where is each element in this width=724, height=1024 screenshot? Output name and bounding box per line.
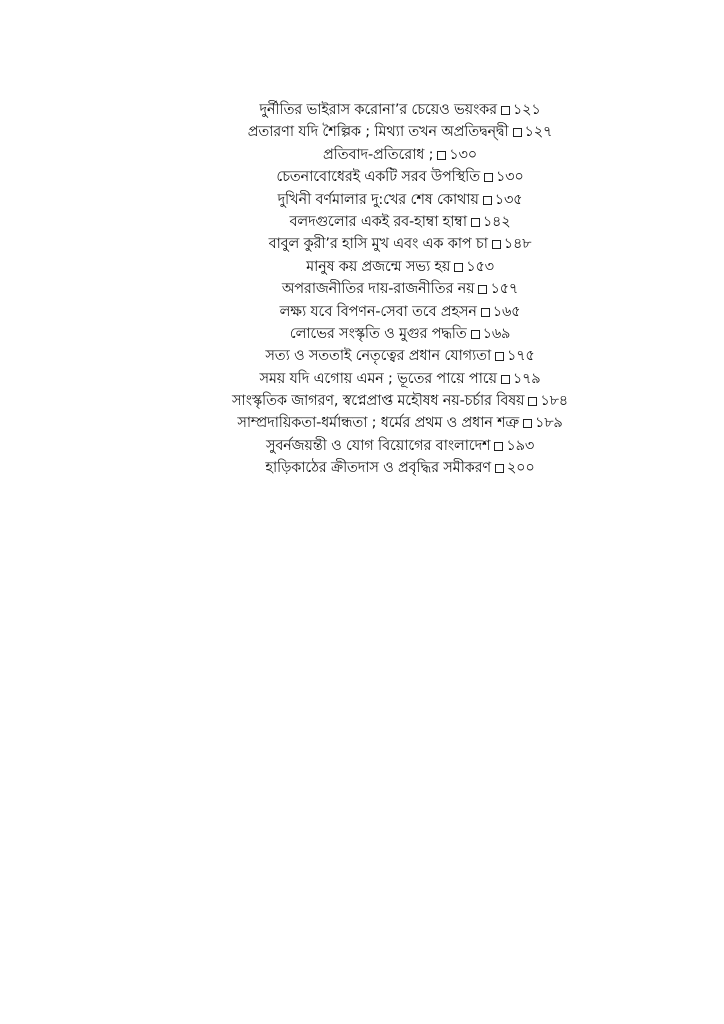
- toc-entry-page: ১২১: [512, 102, 541, 118]
- toc-entry-page: ১৮৯: [535, 415, 563, 432]
- toc-entry: [150, 166, 650, 188]
- toc-entry-title: হাড়িকাঠের ক্রীতদাস ও প্রবৃদ্ধির সমীকরণ: [265, 460, 491, 477]
- square-bullet-icon: [523, 419, 532, 428]
- toc-entry: [150, 233, 650, 255]
- toc-entry-title: সুবর্নজয়ন্তী ও যোগ বিয়োগের বাংলাদেশ: [265, 437, 491, 454]
- toc-entry-page: ১৮৪: [540, 393, 569, 410]
- toc-entry-title: সময় যদি এগোয় এমন ; ভূতের পায়ে পায়ে: [259, 370, 497, 387]
- toc-entry-title: সাম্প্রদায়িকতা-ধর্মান্ধতা ; ধর্মের প্রথম ও প্রধান শত্রু: [237, 415, 520, 432]
- toc-entry-page: ১৯৩: [506, 437, 535, 454]
- toc-entry-page: ১৩০: [495, 169, 524, 186]
- toc-entry-page: ১৪৮: [503, 236, 532, 253]
- square-bullet-icon: [471, 330, 480, 339]
- toc-entry-title: বলদগুলোর একই রব-হাম্বা হাম্বা: [289, 213, 467, 230]
- square-bullet-icon: [495, 352, 504, 361]
- square-bullet-icon: [481, 308, 490, 317]
- toc-entry: [150, 99, 650, 121]
- square-bullet-icon: [528, 397, 537, 406]
- toc-entry-page: ১২৭: [524, 124, 553, 141]
- toc-entry: [150, 457, 650, 479]
- toc-entry-title: বাবুল কুরী’র হাসি মুখ এবং এক কাপ চা: [268, 236, 488, 253]
- toc-entry: [150, 368, 650, 390]
- toc-entry: [150, 435, 650, 457]
- square-bullet-icon: [478, 285, 487, 294]
- square-bullet-icon: [483, 196, 492, 205]
- toc-entry: [150, 278, 650, 300]
- square-bullet-icon: [454, 263, 463, 272]
- toc-entry-title: দুর্নীতির ভাইরাস করোনা’র চেয়েও ভয়ংকর: [259, 102, 497, 118]
- toc-entry: [150, 121, 650, 143]
- toc-entry-page: ২০০: [506, 460, 535, 477]
- square-bullet-icon: [513, 128, 522, 137]
- toc-entry-page: ১৩০: [449, 146, 477, 163]
- toc-entry-page: ১৬৫: [492, 303, 521, 320]
- toc-entry-title: প্রতারণা যদি শৈল্পিক ; মিথ্যা তখন অপ্রতিদ্বন্দ্বী: [247, 124, 509, 141]
- toc-entry-page: ১৫৭: [490, 281, 519, 298]
- toc-entry-title: অপরাজনীতির দায়-রাজনীতির নয়: [281, 281, 475, 298]
- toc-entry: [150, 345, 650, 367]
- square-bullet-icon: [437, 151, 446, 160]
- toc-entry-title: লোভের সংস্কৃতি ও মুগুর পদ্ধতি: [289, 325, 467, 342]
- toc-entry-title: সত্য ও সততাই নেতৃত্বের প্রধান যোগ্যতা: [265, 348, 491, 365]
- toc-entry-page: ১৭৯: [512, 370, 541, 387]
- toc-entry-title: চেতনাবোধেরই একটি সরব উপস্থিতি: [276, 169, 480, 186]
- toc-entry: [150, 144, 650, 166]
- table-of-contents: [150, 99, 650, 480]
- toc-entry-page: ১৫৩: [466, 258, 494, 275]
- toc-entry-page: ১৭৫: [507, 348, 535, 365]
- toc-entry: [150, 323, 650, 345]
- toc-entry-title: প্রতিবাদ-প্রতিরোধ ;: [323, 146, 434, 163]
- toc-entry-title: লক্ষ্য যবে বিপণন-সেবা তবে প্রহসন: [279, 303, 477, 320]
- square-bullet-icon: [492, 240, 501, 249]
- toc-entry-title: সাংস্কৃতিক জাগরণ, স্বপ্নেপ্রাপ্ত মহৌষধ নয়-চর্চার বিষয়: [231, 393, 525, 410]
- toc-entry-page: ১৬৯: [482, 325, 511, 342]
- toc-entry: [150, 412, 650, 434]
- square-bullet-icon: [494, 442, 503, 451]
- toc-entry-page: ১৩৫: [494, 191, 523, 208]
- toc-entry: [150, 256, 650, 278]
- square-bullet-icon: [471, 218, 480, 227]
- square-bullet-icon: [501, 106, 510, 115]
- toc-entry-page: ১৪২: [482, 213, 511, 230]
- toc-entry-title: মানুষ কয় প্রজন্মে সভ্য হয়: [306, 258, 451, 275]
- toc-entry: [150, 211, 650, 233]
- square-bullet-icon: [484, 173, 493, 182]
- toc-entry: [150, 301, 650, 323]
- toc-entry: [150, 390, 650, 412]
- toc-entry: [150, 189, 650, 211]
- square-bullet-icon: [501, 375, 510, 384]
- toc-entry-title: দুখিনী বর্ণমালার দু:খের শেষ কোথায়: [277, 191, 479, 208]
- square-bullet-icon: [495, 464, 504, 473]
